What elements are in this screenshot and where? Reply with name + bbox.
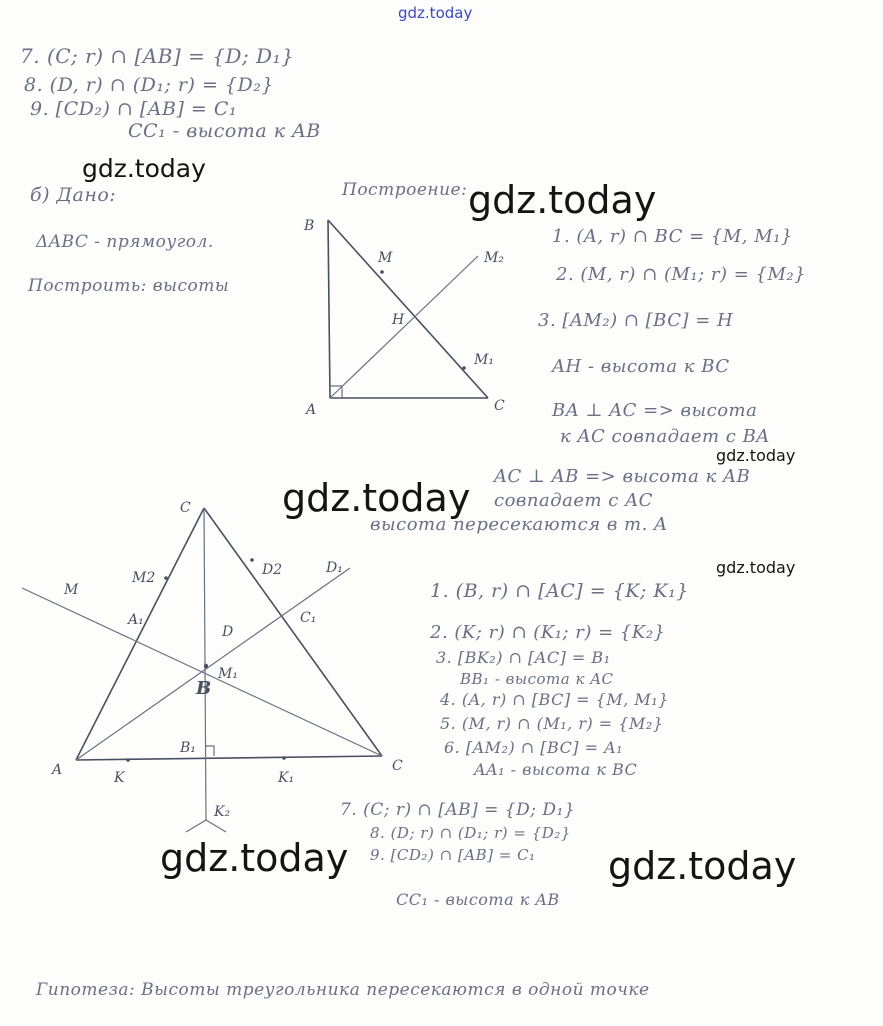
step2-2: 2. (K; r) ∩ (K₁; r) = {K₂} — [430, 622, 666, 643]
step2-altitude-cc1: CC₁ - высота к AB — [396, 890, 560, 909]
step2-8: 8. (D; r) ∩ (D₁; r) = {D₂} — [370, 824, 571, 842]
label-m: M — [378, 250, 393, 266]
construction-step-2: 2. (M, r) ∩ (M₁; r) = {M₂} — [556, 264, 807, 285]
step2-altitude-bb1: BB₁ - высота к AC — [460, 670, 614, 688]
side-bc — [328, 220, 488, 398]
step2-3: 3. [BK₂) ∩ [AC] = B₁ — [436, 648, 611, 667]
watermark-3: gdz.today — [716, 446, 796, 465]
step2-altitude-aa1: AA₁ - высота к BC — [474, 760, 638, 779]
diagram-right-triangle — [303, 218, 505, 418]
label-c1: C₁ — [300, 610, 317, 626]
diagram-acute-triangle — [22, 500, 403, 832]
right-angle-b1 — [206, 746, 214, 756]
label-c-bottom: C — [392, 758, 403, 774]
label-a1: A₁ — [128, 612, 144, 628]
label-b1: B₁ — [180, 740, 196, 756]
label-d2: D2 — [262, 562, 283, 578]
top-step-8: 8. (D, r) ∩ (D₁; r) = {D₂} — [24, 74, 274, 96]
side-ab — [328, 220, 330, 398]
watermark-top: gdz.today — [398, 4, 473, 22]
step2-1: 1. (B, r) ∩ [AC] = {K; K₁} — [430, 580, 689, 602]
construction-step-1: 1. (A, r) ∩ BC = {M, M₁} — [552, 226, 793, 247]
altitude-from-a — [76, 568, 350, 760]
label-c-top: C — [180, 500, 191, 516]
top-step-7: 7. (C; r) ∩ [AB] = {D; D₁} — [20, 44, 295, 68]
side-base — [76, 756, 382, 760]
point-k1 — [282, 756, 286, 760]
construct-task: Построить: высоты — [28, 276, 230, 296]
construction-altitude-ah: AH - высота к BC — [552, 356, 730, 377]
label-m-left: M — [64, 582, 79, 598]
step2-9: 9. [CD₂) ∩ [AB] = C₁ — [370, 846, 536, 864]
label-c: C — [494, 398, 505, 414]
label-k1: K₁ — [278, 770, 295, 786]
point-k — [126, 758, 130, 762]
watermark-5: gdz.today — [716, 558, 796, 577]
construction-ba-coincides: к AC совпадает с BA — [560, 426, 770, 447]
construction-ba-perp: BA ⊥ AC => высота — [552, 400, 758, 421]
label-a-bottom: A — [52, 762, 63, 778]
watermark-7: gdz.today — [608, 844, 797, 888]
step2-6: 6. [AM₂) ∩ [BC] = A₁ — [444, 738, 624, 757]
label-d1: D₁ — [326, 560, 343, 576]
construction-ac-perp: AC ⊥ AB => высота к AB — [494, 466, 751, 487]
label-k: K — [114, 770, 125, 786]
label-h: H — [392, 312, 405, 328]
label-m2: M₂ — [484, 250, 504, 266]
construction-step-3: 3. [AM₂) ∩ [BC] = H — [538, 310, 734, 331]
label-b: B — [304, 218, 315, 234]
step2-4: 4. (A, r) ∩ [BC] = {M, M₁} — [440, 690, 669, 709]
point-m — [380, 270, 384, 274]
arc-k2-right — [206, 820, 226, 832]
orthocenter — [204, 664, 208, 668]
hypothesis: Гипотеза: Высоты треугольника пересекаются в одной точке — [36, 980, 650, 1000]
label-m2-left: M2 — [132, 570, 156, 586]
point-m1 — [462, 366, 466, 370]
side-ac-left — [76, 508, 204, 760]
point-m2 — [164, 576, 168, 580]
label-m1-ortho: M₁ — [218, 666, 238, 682]
given-heading: б) Дано: — [30, 184, 117, 206]
construction-title: Построение: — [342, 180, 468, 200]
label-m1: M₁ — [474, 352, 494, 368]
watermark-6: gdz.today — [160, 836, 349, 880]
step2-7: 7. (C; r) ∩ [AB] = {D; D₁} — [340, 800, 576, 820]
watermark-4: gdz.today — [282, 476, 471, 520]
construction-ac-coincides: совпадает с AC — [494, 490, 653, 511]
step2-5: 5. (M, r) ∩ (M₁, r) = {M₂} — [440, 714, 664, 733]
construction-intersect-a: высота пересекаются в т. A — [370, 514, 668, 535]
top-step-9: 9. [CD₂) ∩ [AB] = C₁ — [30, 98, 238, 120]
watermark-1: gdz.today — [82, 154, 206, 183]
arc-k2-left — [186, 820, 206, 832]
point-d2 — [250, 558, 254, 562]
watermark-2: gdz.today — [468, 178, 657, 222]
label-b-ortho: B — [196, 678, 212, 699]
top-step-conclusion: CC₁ - высота к AB — [128, 120, 321, 142]
label-k2: K₂ — [214, 804, 231, 820]
given-triangle: ΔABC - прямоугол. — [36, 232, 214, 252]
label-d: D — [222, 624, 234, 640]
label-a: A — [306, 402, 317, 418]
